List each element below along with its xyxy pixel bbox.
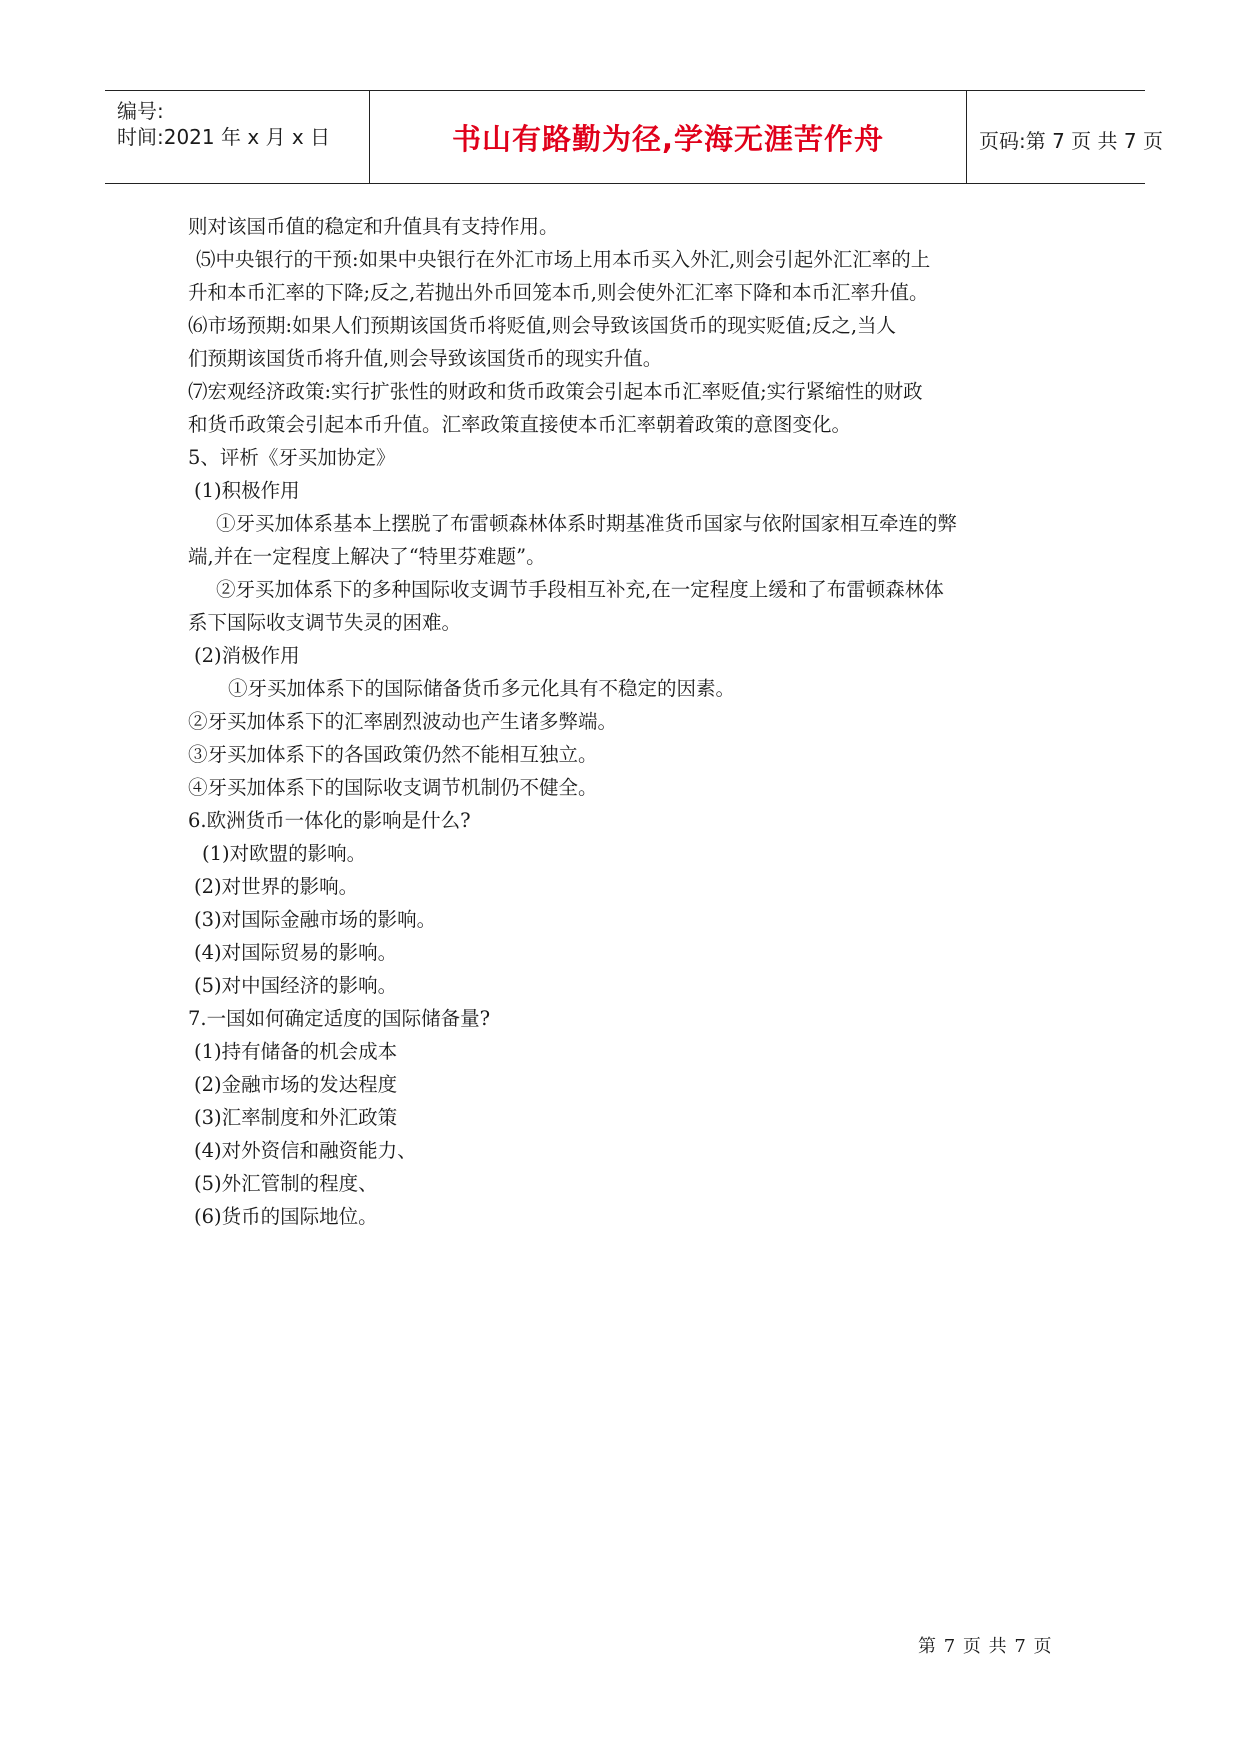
paragraph-line: 7.一国如何确定适度的国际储备量? [188, 1007, 491, 1030]
header-page-cell [967, 91, 1163, 183]
paragraph-line: (5)对中国经济的影响。 [194, 974, 398, 997]
paragraph-line: (3)汇率制度和外汇政策 [194, 1106, 398, 1129]
paragraph-line: 系下国际收支调节失灵的困难。 [188, 611, 462, 634]
paragraph-line: (2)金融市场的发达程度 [194, 1073, 398, 1096]
paragraph-line: ③牙买加体系下的各国政策仍然不能相互独立。 [188, 743, 598, 766]
paragraph-line: ①牙买加体系下的国际储备货币多元化具有不稳定的因素。 [228, 677, 736, 700]
paragraph-line: (1)对欧盟的影响。 [202, 842, 367, 865]
paragraph-line: ⑺宏观经济政策:实行扩张性的财政和货币政策会引起本币汇率贬值;实行紧缩性的财政 [188, 380, 923, 403]
header-motto: 书山有路勤为径,学海无涯苦作舟 [451, 122, 885, 156]
document-body [188, 210, 1068, 1233]
paragraph-line: ⑸中央银行的干预:如果中央银行在外汇市场上用本币买入外汇,则会引起外汇汇率的上 [196, 248, 931, 271]
footer-page-number: 第 7 页 共 7 页 [918, 1636, 1053, 1657]
document-number-label: 编号: [117, 99, 164, 123]
paragraph-line: ②牙买加体系下的汇率剧烈波动也产生诸多弊端。 [188, 710, 618, 733]
paragraph-line: (4)对外资信和融资能力、 [194, 1139, 417, 1162]
paragraph-line: (1)持有储备的机会成本 [194, 1040, 398, 1063]
paragraph-line: ②牙买加体系下的多种国际收支调节手段相互补充,在一定程度上缓和了布雷顿森林体 [216, 578, 944, 601]
paragraph-line: 们预期该国货币将升值,则会导致该国货币的现实升值。 [188, 347, 663, 370]
paragraph-line: (2)对世界的影响。 [194, 875, 359, 898]
paragraph-line: (3)对国际金融市场的影响。 [194, 908, 437, 931]
paragraph-line: 5、评析《牙买加协定》 [188, 446, 396, 469]
paragraph-line: 6.欧洲货币一体化的影响是什么? [188, 809, 471, 832]
paragraph-line: 端,并在一定程度上解决了“特里芬难题”。 [188, 545, 546, 568]
document-time-label: 时间:2021 年 x 月 x 日 [117, 125, 331, 149]
document-header [105, 90, 1163, 184]
paragraph-line: (5)外汇管制的程度、 [194, 1172, 378, 1195]
paragraph-line: 和货币政策会引起本币升值。汇率政策直接使本币汇率朝着政策的意图变化。 [188, 413, 852, 436]
header-page-number: 页码:第 7 页 共 7 页 [979, 129, 1163, 153]
header-motto-cell [370, 91, 967, 183]
paragraph-line: ④牙买加体系下的国际收支调节机制仍不健全。 [188, 776, 598, 799]
paragraph-line: 升和本币汇率的下降;反之,若抛出外币回笼本币,则会使外汇汇率下降和本币汇率升值。 [188, 281, 929, 304]
paragraph-line: (1)积极作用 [194, 479, 300, 502]
paragraph-line: (4)对国际贸易的影响。 [194, 941, 398, 964]
paragraph-line: ①牙买加体系基本上摆脱了布雷顿森林体系时期基准货币国家与依附国家相互牵连的弊 [216, 512, 958, 535]
paragraph-line: (2)消极作用 [194, 644, 300, 667]
paragraph-line: 则对该国币值的稳定和升值具有支持作用。 [188, 215, 559, 238]
header-info-cell [105, 91, 370, 183]
paragraph-line: (6)货币的国际地位。 [194, 1205, 378, 1228]
paragraph-line: ⑹市场预期:如果人们预期该国货币将贬值,则会导致该国货币的现实贬值;反之,当人 [188, 314, 897, 337]
